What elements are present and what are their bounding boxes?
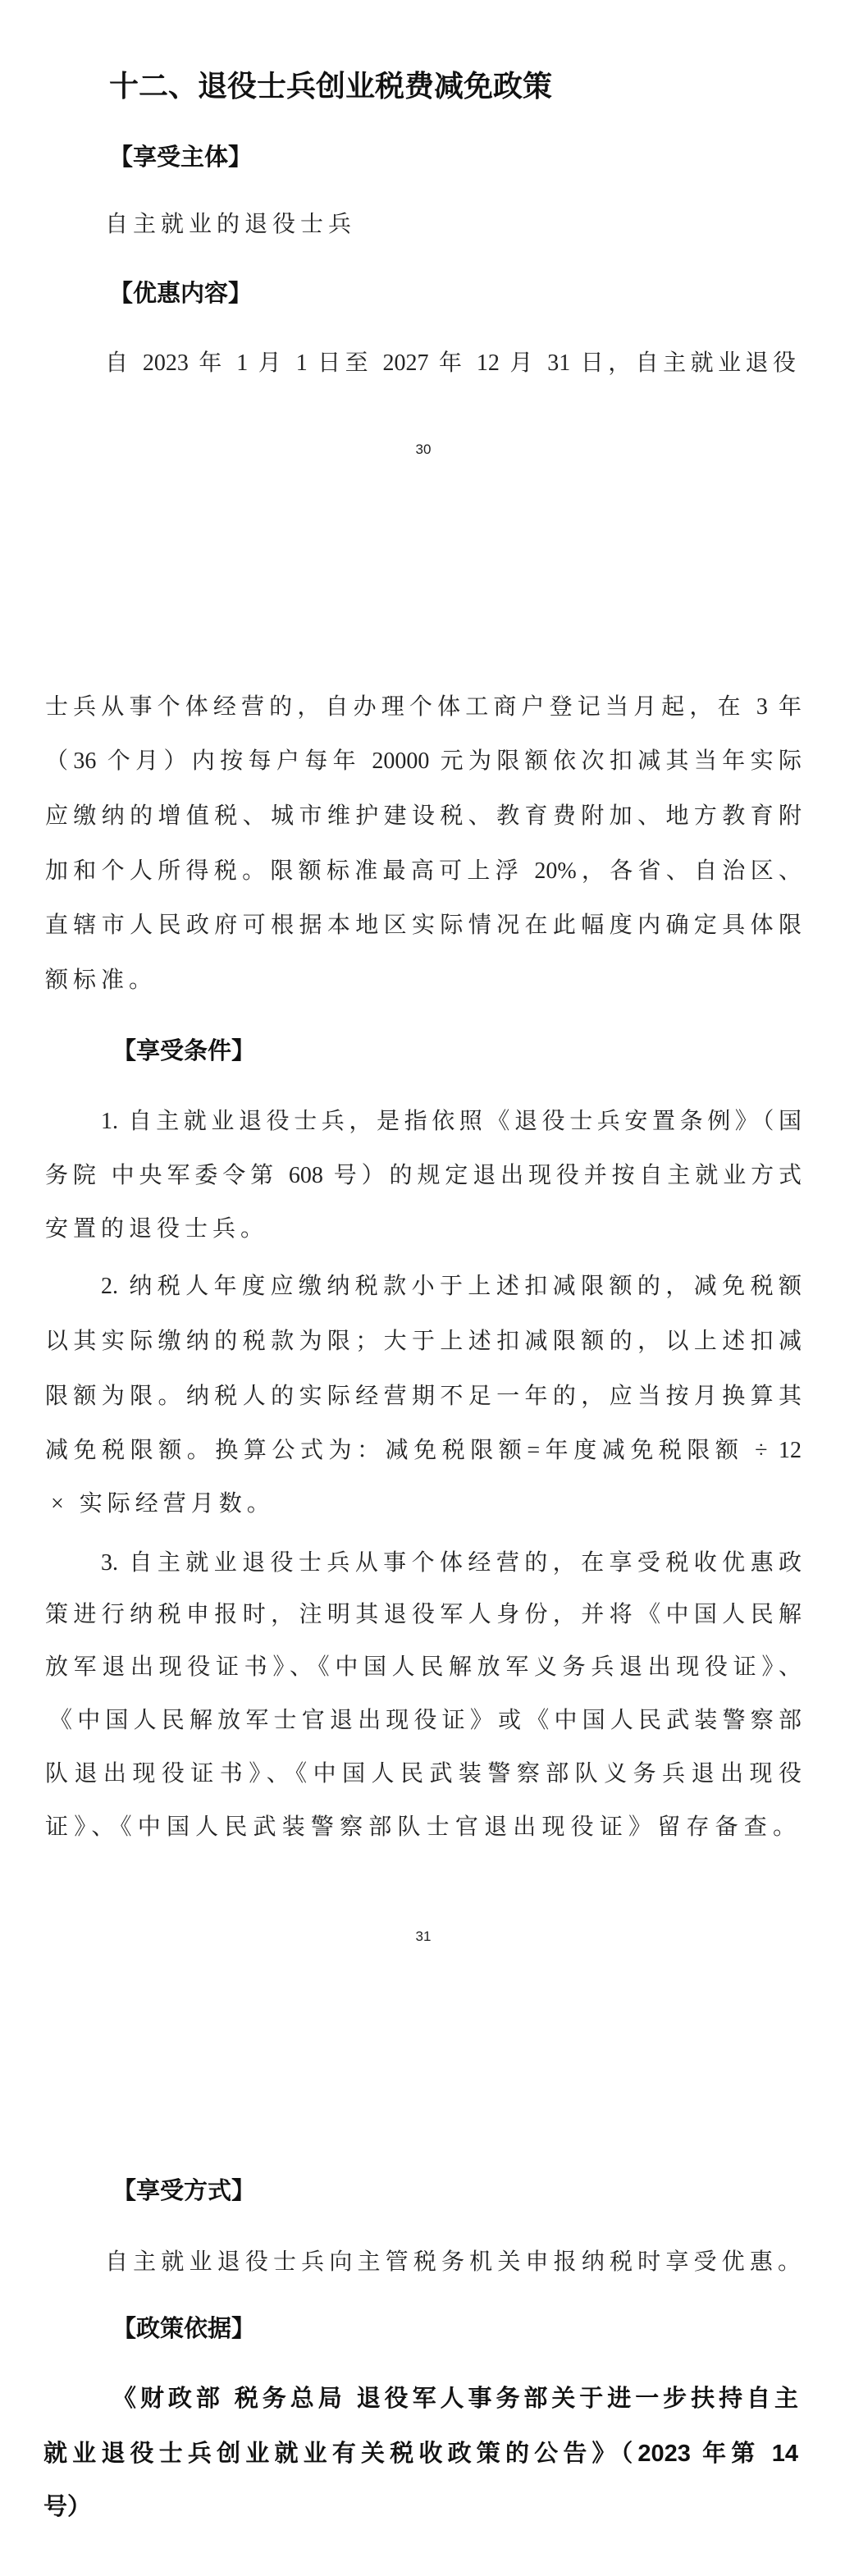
condition-item-1-line: 务院 中央军委令第 608 号）的规定退出现役并按自主就业方式 xyxy=(45,1163,802,1188)
condition-item-3-line: 队退出现役证书》、《中国人民武装警察部队义务兵退出现役 xyxy=(45,1761,802,1787)
condition-item-2-line: 减免税限额。换算公式为：减免税限额=年度减免税限额 ÷ 12 xyxy=(45,1438,802,1463)
beneficiary-text: 自主就业的退役士兵 xyxy=(105,212,357,237)
condition-item-2-line: 限额为限。纳税人的实际经营期不足一年的，应当按月换算其 xyxy=(45,1384,802,1409)
condition-item-3-line: 策进行纳税申报时，注明其退役军人身份，并将《中国人民解 xyxy=(45,1602,802,1627)
content-line: 直辖市人民政府可根据本地区实际情况在此幅度内确定具体限 xyxy=(45,913,802,938)
condition-item-2-line: 2. 纳税人年度应缴纳税款小于上述扣减限额的，减免税额 xyxy=(101,1274,802,1299)
condition-item-1-line: 1. 自主就业退役士兵，是指依照《退役士兵安置条例》（国 xyxy=(101,1109,802,1134)
condition-item-1-line: 安置的退役士兵。 xyxy=(45,1216,269,1242)
basis-document-line: 号） xyxy=(43,2494,92,2520)
basis-document-line: 《财政部 税务总局 退役军人事务部关于进一步扶持自主 xyxy=(112,2386,798,2412)
condition-item-3-line: 3. 自主就业退役士兵从事个体经营的，在享受税收优惠政 xyxy=(101,1550,802,1576)
page-number: 30 xyxy=(415,442,432,457)
content-line: 自 2023 年 1 月 1 日至 2027 年 12 月 31 日，自主就业退役 xyxy=(105,350,796,376)
content-line: 额标准。 xyxy=(45,968,158,993)
section-heading-content: 【优惠内容】 xyxy=(109,281,253,307)
condition-item-3-line: 《中国人民解放军士官退出现役证》或《中国人民武装警察部 xyxy=(49,1708,802,1733)
condition-item-3-line: 放军退出现役证书》、《中国人民解放军义务兵退出现役证》、 xyxy=(45,1654,802,1680)
section-heading-beneficiary: 【享受主体】 xyxy=(109,144,253,171)
section-heading-conditions: 【享受条件】 xyxy=(112,1038,256,1064)
section-heading-basis: 【政策依据】 xyxy=(112,2316,256,2342)
condition-item-2-line: 以其实际缴纳的税款为限；大于上述扣减限额的，以上述扣减 xyxy=(45,1329,802,1354)
basis-document-line: 就业退役士兵创业就业有关税收政策的公告》（2023 年第 14 xyxy=(43,2441,798,2467)
page-number: 31 xyxy=(415,1929,432,1944)
condition-item-2-line: × 实际经营月数。 xyxy=(51,1491,275,1517)
method-text: 自主就业退役士兵向主管税务机关申报纳税时享受优惠。 xyxy=(105,2249,801,2275)
content-line: （36 个月）内按每户每年 20000 元为限额依次扣减其当年实际 xyxy=(45,748,802,774)
content-line: 加和个人所得税。限额标准最高可上浮 20%，各省、自治区、 xyxy=(45,858,802,884)
content-line: 应缴纳的增值税、城市维护建设税、教育费附加、地方教育附 xyxy=(45,803,802,829)
content-line: 士兵从事个体经营的，自办理个体工商户登记当月起，在 3 年 xyxy=(45,694,802,720)
policy-title: 十二、退役士兵创业税费减免政策 xyxy=(109,69,553,103)
section-heading-method: 【享受方式】 xyxy=(112,2178,256,2204)
condition-item-3-line: 证》、《中国人民武装警察部队士官退出现役证》留存备查。 xyxy=(45,1814,796,1840)
